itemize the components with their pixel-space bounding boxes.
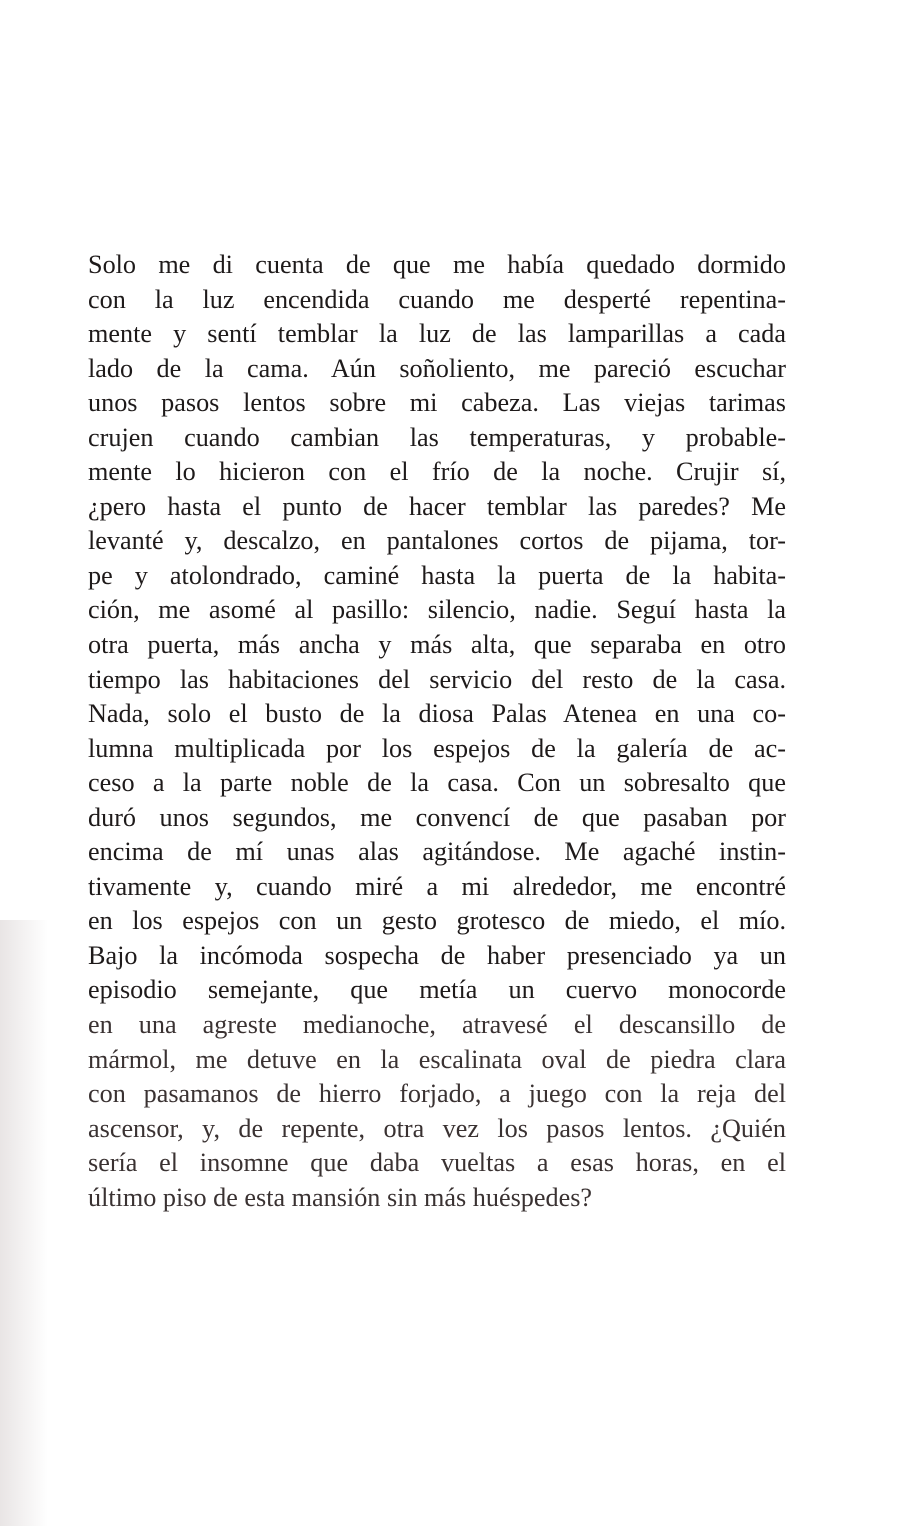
text-line: en los espejos con un gesto grotesco de miedo, el mío. <box>88 906 786 936</box>
body-paragraph <box>88 248 786 1215</box>
text-line: en una agreste medianoche, atravesé el descansillo de <box>88 1010 786 1040</box>
text-line: tivamente y, cuando miré a mi alrededor, me encontré <box>88 871 786 901</box>
page-gutter-shadow <box>0 920 48 1526</box>
text-line: con pasamanos de hierro forjado, a juego con la reja del <box>88 1079 786 1109</box>
text-line: episodio semejante, que metía un cuervo monocorde <box>88 975 786 1005</box>
text-line: mármol, me detuve en la escalinata oval de piedra clara <box>88 1044 786 1074</box>
text-line: crujen cuando cambian las temperaturas, y probable- <box>88 422 786 452</box>
text-line: Nada, solo el busto de la diosa Palas Atenea en una co- <box>88 699 786 729</box>
text-line: con la luz encendida cuando me desperté repentina- <box>88 284 786 314</box>
text-line: otra puerta, más ancha y más alta, que separaba en otro <box>88 630 786 660</box>
text-line: ascensor, y, de repente, otra vez los pasos lentos. ¿Quién <box>88 1113 786 1143</box>
text-line: Solo me di cuenta de que me había quedado dormido <box>88 250 786 279</box>
text-line: tiempo las habitaciones del servicio del resto de la casa. <box>88 664 786 694</box>
text-line-last: último piso de esta mansión sin más huéspedes? <box>88 1182 593 1212</box>
text-line: ción, me asomé al pasillo: silencio, nadie. Seguí hasta la <box>88 595 786 625</box>
text-line: sería el insomne que daba vueltas a esas horas, en el <box>88 1148 786 1178</box>
text-line: Bajo la incómoda sospecha de haber presenciado ya un <box>88 940 786 970</box>
text-line: mente lo hicieron con el frío de la noche. Crujir sí, <box>88 457 786 487</box>
text-line: ¿pero hasta el punto de hacer temblar las paredes? Me <box>88 491 786 521</box>
text-line: lado de la cama. Aún soñoliento, me pareció escuchar <box>88 353 786 383</box>
text-line: pe y atolondrado, caminé hasta la puerta de la habita- <box>88 560 786 590</box>
text-line: mente y sentí temblar la luz de las lamparillas a cada <box>88 319 786 349</box>
text-line: levanté y, descalzo, en pantalones cortos de pijama, tor- <box>88 526 786 556</box>
text-line: duró unos segundos, me convencí de que pasaban por <box>88 802 786 832</box>
text-line: encima de mí unas alas agitándose. Me agaché instin- <box>88 837 786 867</box>
text-line: lumna multiplicada por los espejos de la galería de ac- <box>88 733 786 763</box>
text-line: unos pasos lentos sobre mi cabeza. Las viejas tarimas <box>88 388 786 418</box>
text-line: ceso a la parte noble de la casa. Con un sobresalto que <box>88 768 786 798</box>
